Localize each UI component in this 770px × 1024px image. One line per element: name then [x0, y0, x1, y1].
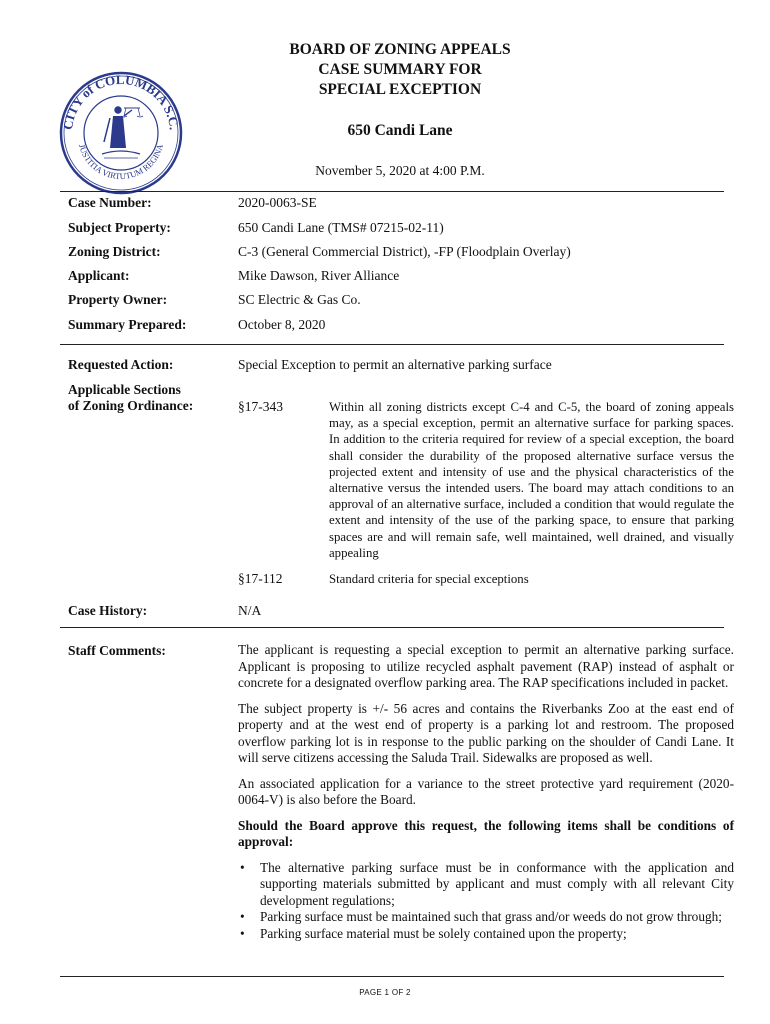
condition-item: • Parking surface material must be solely contained upon the property;	[260, 926, 734, 943]
detail-value: Mike Dawson, River Alliance	[238, 268, 400, 283]
detail-value: 2020-0063-SE	[238, 195, 317, 210]
requested-action-label: Requested Action:	[68, 357, 174, 372]
detail-value: SC Electric & Gas Co.	[238, 292, 361, 307]
staff-comments-label: Staff Comments:	[68, 643, 166, 658]
detail-label: Applicant:	[68, 268, 130, 283]
condition-item: • The alternative parking surface must be in conformance with the application and supporting materials submitted by applicant and must comply with all relevant City development regulations;	[260, 860, 734, 910]
page-number: PAGE 1 OF 2	[359, 988, 411, 997]
applicable-sections-label	[68, 382, 228, 414]
conditions-intro: Should the Board approve this request, the following items shall be conditions of approval:	[238, 817, 734, 849]
detail-value: October 8, 2020	[238, 317, 326, 332]
detail-label: Property Owner:	[68, 292, 168, 307]
staff-comment-paragraph: The applicant is requesting a special exception to permit an alternative parking surface. Applicant is proposing to utilize recycled asphalt pavement (RAP) instead of asphalt or concrete for a designated overflow parking area. The RAP specifications included in packet.	[238, 642, 734, 690]
city-seal-logo	[58, 70, 184, 196]
document-title-line-3: SPECIAL EXCEPTION	[318, 81, 482, 98]
seal-top-text: CITY of COLUMBIA S.C.	[59, 71, 182, 131]
conditions-list	[238, 860, 734, 943]
meeting-date: November 5, 2020 at 4:00 P.M.	[315, 163, 485, 178]
seal-bottom-text: JUSTITIA VIRTUTUM REGINA	[76, 142, 166, 182]
section-code: §17-112	[238, 571, 283, 586]
detail-label: Subject Property:	[68, 220, 171, 235]
case-history-divider	[60, 627, 724, 628]
detail-label: Summary Prepared:	[68, 317, 187, 332]
footer-divider	[60, 976, 724, 977]
condition-item: • Parking surface must be maintained such that grass and/or weeds do not grow through;	[260, 909, 734, 926]
detail-value: C-3 (General Commercial District), -FP (Floodplain Overlay)	[238, 244, 571, 259]
document-title-line-2: CASE SUMMARY FOR	[318, 61, 482, 78]
applicable-sections-label-line-2: of Zoning Ordinance:	[68, 398, 194, 413]
document-title-line-1: BOARD OF ZONING APPEALS	[289, 41, 511, 58]
section-text: Standard criteria for special exceptions	[329, 572, 529, 586]
staff-comments-body	[238, 642, 734, 942]
section-text: Within all zoning districts except C-4 and C-5, the board of zoning appeals may, as a special exception, permit an alternative surface for parking spaces. In addition to the criteria required for review of a special exception, the board shall consider the durability of the proposed alternative surface versus the projected extent and intensity of use and the physical characteristics of the alternative versus the intended users. The board may attach conditions to an approval of an alternative surface, included a condition that would regulate the extent and intensity of the use of the parking space, to ensure that parking spaces are and will remain safe, well maintained, well drained, and visually appealing	[329, 400, 734, 560]
header-divider	[60, 191, 724, 192]
detail-value: 650 Candi Lane (TMS# 07215-02-11)	[238, 220, 444, 235]
property-address-heading: 650 Candi Lane	[347, 122, 453, 139]
details-divider	[60, 344, 724, 345]
case-history-value: N/A	[238, 603, 262, 618]
staff-comment-paragraph: The subject property is +/- 56 acres and contains the Riverbanks Zoo at the east end of property and at the west end of property is a parking lot and restroom. The proposed overflow parking lot is in response to the public parking on the shoulder of Candi Lane. It will serve citizens accessing the Saluda Trail. Sidewalks are proposed as well.	[238, 700, 734, 765]
detail-label: Case Number:	[68, 195, 152, 210]
case-history-label: Case History:	[68, 603, 148, 618]
applicable-sections-label-line-1: Applicable Sections	[68, 382, 181, 397]
requested-action-value: Special Exception to permit an alternative parking surface	[238, 357, 552, 372]
document-header	[250, 40, 550, 179]
detail-label: Zoning District:	[68, 244, 161, 259]
section-code: §17-343	[238, 399, 283, 414]
staff-comment-paragraph: An associated application for a variance to the street protective yard requirement (2020-0064-V) is also before the Board.	[238, 775, 734, 807]
